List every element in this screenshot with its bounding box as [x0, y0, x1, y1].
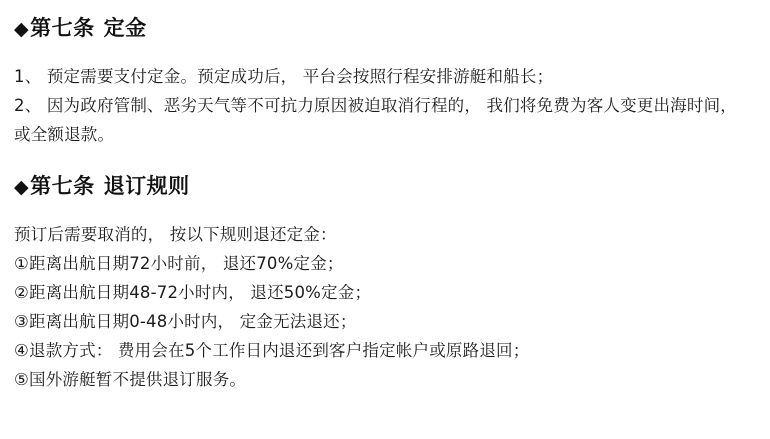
section-deposit-heading-subtitle: 定金	[103, 16, 147, 40]
section-refund-heading-title: 第七条	[30, 174, 95, 199]
diamond-bullet-icon: ◆	[14, 176, 30, 199]
refund-rule-1: ①距离出航日期72小时前， 退还70%定金；	[14, 254, 344, 274]
section-refund-heading	[14, 172, 754, 201]
deposit-paragraph-1: 1、 预定需要支付定金。预定成功后， 平台会按照行程安排游艇和船长；	[14, 67, 554, 87]
refund-rule-2: ②距离出航日期48-72小时内， 退还50%定金；	[14, 283, 372, 303]
refund-rule-3: ③距离出航日期0-48小时内， 定金无法退还；	[14, 312, 357, 332]
refund-intro-line: 预订后需要取消的， 按以下规则退还定金：	[14, 225, 337, 245]
section-refund-heading-subtitle: 退订规则	[103, 174, 190, 199]
refund-rule-5: ⑤国外游艇暂不提供退订服务。	[14, 369, 247, 389]
section-deposit	[14, 14, 754, 150]
diamond-bullet-icon: ◆	[14, 18, 30, 40]
section-deposit-heading	[14, 14, 754, 43]
section-deposit-heading-title: 第七条	[30, 16, 95, 40]
section-refund-body	[14, 221, 754, 394]
section-deposit-body	[14, 63, 754, 150]
deposit-paragraph-2: 2、 因为政府管制、恶劣天气等不可抗力原因被迫取消行程的， 我们将免费为客人变更出海时间， 或全额退款。	[14, 96, 737, 145]
section-refund	[14, 172, 754, 395]
refund-rule-4: ④退款方式： 费用会在5个工作日内退还到客户指定帐户或原路退回；	[14, 340, 530, 360]
